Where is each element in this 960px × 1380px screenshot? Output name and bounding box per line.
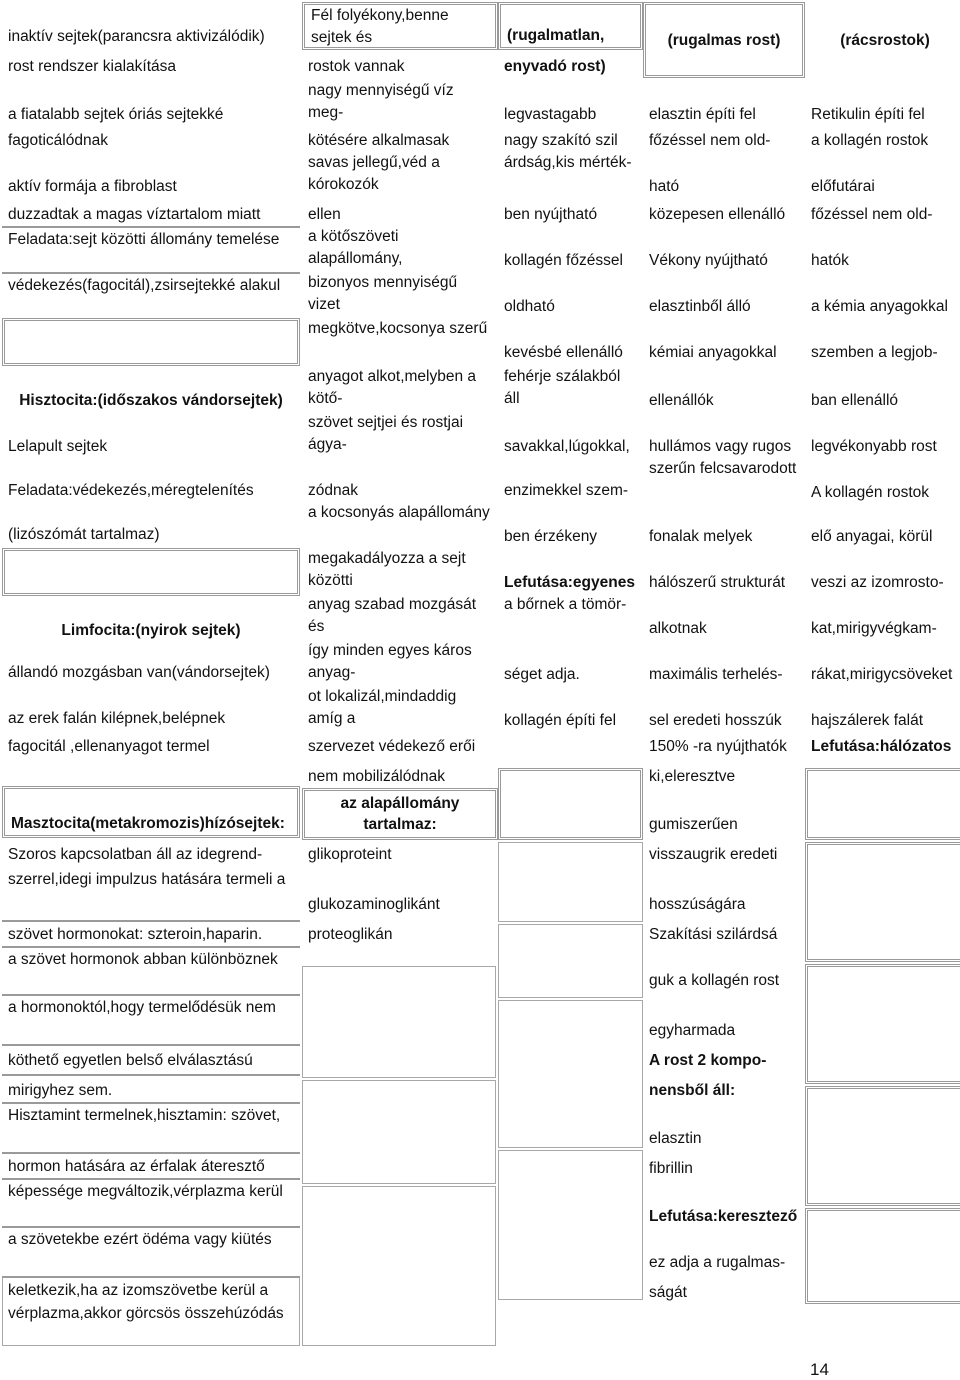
col-b-cell: proteoglikán (308, 926, 393, 943)
col-a-cell: fagoticálódnak (8, 132, 108, 149)
col-b-cell: glikoproteint (308, 846, 392, 863)
empty-cell-box (498, 924, 643, 998)
col-e-cell: legvékonyabb rost (811, 438, 937, 455)
col-a-cell: Feladata:védekezés,méregtelenítés (8, 482, 254, 499)
col-b-cell: szövet sejtjei és rostjai ágya- (308, 414, 464, 453)
col-c-cell: legvastagabb (504, 106, 597, 123)
col-b-cell: Fél folyékony,benne sejtek és (302, 2, 498, 50)
col-d-cell: guk a kollagén rost (649, 972, 780, 989)
empty-cell-box (2, 548, 300, 596)
col-a-cell: fagocitál ,ellenanyagot termel (8, 738, 210, 755)
col-d-cell: gumiszerűen (649, 816, 738, 833)
col-b-cell: megkötve,kocsonya szerű (308, 320, 488, 337)
empty-cell-box (805, 1208, 960, 1304)
col-a-cell: (lizószómát tartalmaz) (8, 526, 160, 543)
col-d-cell: ki,eleresztve (649, 768, 736, 785)
col-c-cell: fehérje szálakból áll (504, 368, 621, 407)
col-e-cell: elő anyagai, körül (811, 528, 933, 545)
col-b-cell: megakadályozza a sejt közötti (308, 550, 466, 589)
empty-cell-box (805, 768, 960, 840)
col-d-cell: kémiai anyagokkal (649, 344, 777, 361)
col-b-cell: nem mobilizálódnak (308, 768, 445, 785)
col-e-cell: A kollagén rostok (811, 484, 930, 501)
empty-cell-box (805, 964, 960, 1084)
col-b-cell: nagy mennyiségű víz meg- (308, 82, 454, 121)
col-c-cell: nagy szakító szil (504, 132, 618, 149)
col-b-cell: szervezet védekező erői (308, 738, 476, 755)
col-b-cell: rostok vannak (308, 58, 405, 75)
col-d-cell: Vékony nyújtható (649, 252, 768, 269)
col-d-cell: sel eredeti hosszúk (649, 712, 782, 729)
col-b-cell: a kocsonyás alapállomány (308, 504, 490, 521)
col-b-cell: anyag szabad mozgását és (308, 596, 477, 635)
col-a-cell: aktív formája a fibroblast (8, 178, 177, 195)
col-c-cell: savakkal,lúgokkal, (504, 438, 630, 455)
empty-cell-box (498, 1150, 643, 1300)
col-d-cell-heading: A rost 2 kompo- (649, 1052, 767, 1069)
col-a-cell-heading: Limfocita:(nyirok sejtek) (61, 622, 241, 639)
col-a-cell: Hisztamint termelnek,hisztamin: szövet, (2, 1102, 300, 1150)
col-d-cell-heading: (rugalmas rost) (643, 2, 805, 78)
col-c-cell: kevésbé ellenálló (504, 344, 623, 361)
col-a-cell: a szövet hormonok abban különböznek (2, 946, 300, 994)
col-a-cell: a fiatalabb sejtek óriás sejtekké (8, 106, 224, 123)
col-a-cell-heading: Masztocita(metakromozis)hízósejtek: (2, 786, 300, 838)
col-c-cell: kollagén építi fel (504, 712, 617, 729)
col-e-cell: ban ellenálló (811, 392, 899, 409)
empty-cell-box (498, 768, 643, 840)
empty-cell-box (805, 1086, 960, 1206)
col-d-cell: Szakítási szilárdsá (649, 926, 778, 943)
empty-cell-box (498, 842, 643, 922)
col-d-cell: ságát (649, 1284, 687, 1301)
col-e-cell-heading: (rácsrostok) (840, 31, 930, 49)
col-d-cell: hullámos vagy rugos (649, 438, 792, 455)
col-d-cell: egyharmada (649, 1022, 736, 1039)
col-a-cell: védekezés(fagocitál),zsirsejtekké alakul (2, 272, 300, 318)
empty-cell-box (805, 842, 960, 962)
col-c-cell: a bőrnek a tömör- (504, 596, 627, 613)
col-e-cell: rákat,mirigycsöveket (811, 666, 953, 683)
col-b-cell-heading: az alapállomány tartalmaz: (302, 788, 498, 840)
empty-cell-box (2, 318, 300, 366)
col-e-cell: előfutárai (811, 178, 875, 195)
col-b-cell: glukozaminoglikánt (308, 896, 440, 913)
col-e-cell: szemben a legjob- (811, 344, 938, 361)
col-d-cell: ez adja a rugalmas- (649, 1254, 786, 1271)
col-a-cell: duzzadtak a magas víztartalom miatt (8, 206, 261, 223)
col-b-cell: így minden egyes káros anyag- (308, 642, 472, 681)
col-a-cell: Feladata:sejt közötti állomány temelése (2, 226, 300, 272)
col-c-cell-heading: Lefutása:egyenes (504, 574, 635, 591)
col-d-cell: maximális terhelés- (649, 666, 783, 683)
col-a-cell-heading: Hisztocita:(időszakos vándorsejtek) (19, 392, 283, 409)
col-e-cell: veszi az izomrosto- (811, 574, 944, 591)
col-d-cell: közepesen ellenálló (649, 206, 786, 223)
col-e-cell: hajszálerek falát (811, 712, 924, 729)
col-a-cell: szövet hormonokat: szteroin,haparin. (2, 920, 300, 946)
col-c-cell: kollagén főzéssel (504, 252, 623, 269)
col-c-cell: árdság,kis mérték- (504, 154, 632, 171)
col-a-cell: köthető egyetlen belső elválasztású (2, 1044, 300, 1072)
empty-cell-box (302, 1080, 496, 1184)
col-a-cell: mirigyhez sem. (2, 1074, 300, 1102)
col-d-cell: 150% -ra nyújthatók (649, 738, 787, 755)
col-a-cell: inaktív sejtek(parancsra aktivizálódik) (8, 28, 265, 45)
col-b-cell: ellen (308, 206, 341, 223)
col-a-cell: keletkezik,ha az izomszövetbe kerül a (2, 1276, 300, 1302)
page-number: 14 (810, 1360, 829, 1379)
col-d-cell: fonalak melyek (649, 528, 753, 545)
col-a-cell: hormon hatására az érfalak áteresztő (2, 1152, 300, 1178)
col-d-cell: ható (649, 178, 680, 195)
col-a-cell: a szövetekbe ezért ödéma vagy kiütés (2, 1226, 300, 1274)
col-d-cell: elasztin építi fel (649, 106, 756, 123)
col-c-cell-heading: enyvadó rost) (504, 58, 606, 75)
col-a-cell: az erek falán kilépnek,belépnek (8, 710, 226, 727)
col-b-cell: ot lokalizál,mindaddig amíg a (308, 688, 457, 727)
col-a-cell: állandó mozgásban van(vándorsejtek) (8, 664, 270, 681)
col-c-cell: séget adja. (504, 666, 580, 683)
col-d-cell: fibrillin (649, 1160, 693, 1177)
col-a-cell: a hormonoktól,hogy termelődésük nem (2, 994, 300, 1044)
col-a-cell: Szoros kapcsolatban áll az idegrend- (8, 846, 263, 863)
col-e-cell: a kémia anyagokkal (811, 298, 948, 315)
col-e-cell: főzéssel nem old- (811, 206, 933, 223)
col-c-cell: oldható (504, 298, 555, 315)
col-e-cell: hatók (811, 252, 849, 269)
col-b-cell: zódnak (308, 482, 358, 499)
empty-cell-box (302, 966, 496, 1078)
col-e-cell: a kollagén rostok (811, 132, 929, 149)
col-e-cell: Retikulin építi fel (811, 106, 925, 123)
col-d-cell-heading: nensből áll: (649, 1082, 736, 1099)
col-d-cell-heading: Lefutása:keresztező (649, 1208, 798, 1225)
col-a-cell: rost rendszer kialakítása (8, 58, 176, 75)
col-d-cell: hálószerű strukturát (649, 574, 786, 591)
col-e-cell-heading: Lefutása:hálózatos (811, 738, 952, 755)
col-b-cell: a kötőszöveti alapállomány, (308, 228, 403, 267)
col-a-cell: szerrel,idegi impulzus hatására termeli a (8, 871, 286, 888)
col-d-cell: elasztinből álló (649, 298, 751, 315)
col-a-cell: képessége megváltozik,vérplazma kerül (2, 1178, 300, 1226)
col-a-cell: Lelapult sejtek (8, 438, 108, 455)
empty-cell-box (498, 1000, 643, 1148)
col-e-cell: kat,mirigyvégkam- (811, 620, 937, 637)
col-b-cell: anyagot alkot,melyben a kötő- (308, 368, 477, 407)
col-c-cell: enzimekkel szem- (504, 482, 629, 499)
col-d-cell: visszaugrik eredeti (649, 846, 778, 863)
col-d-cell: szerűn felcsavarodott (649, 460, 797, 477)
col-c-cell: ben érzékeny (504, 528, 598, 545)
col-d-cell: ellenállók (649, 392, 714, 409)
col-d-cell: főzéssel nem old- (649, 132, 771, 149)
col-b-cell: kötésére alkalmasak (308, 132, 450, 149)
col-b-cell: savas jellegű,véd a kórokozók (308, 154, 440, 193)
col-d-cell: elasztin (649, 1130, 702, 1147)
col-b-cell: bizonyos mennyiségű vizet (308, 274, 458, 313)
col-c-cell: ben nyújtható (504, 206, 598, 223)
col-a-cell: vérplazma,akkor görcsös összehúzódás (8, 1305, 284, 1322)
col-d-cell: alkotnak (649, 620, 707, 637)
col-d-cell: hosszúságára (649, 896, 746, 913)
col-c-cell-heading: (rugalmatlan, (498, 2, 643, 50)
empty-cell-box (302, 1186, 496, 1346)
